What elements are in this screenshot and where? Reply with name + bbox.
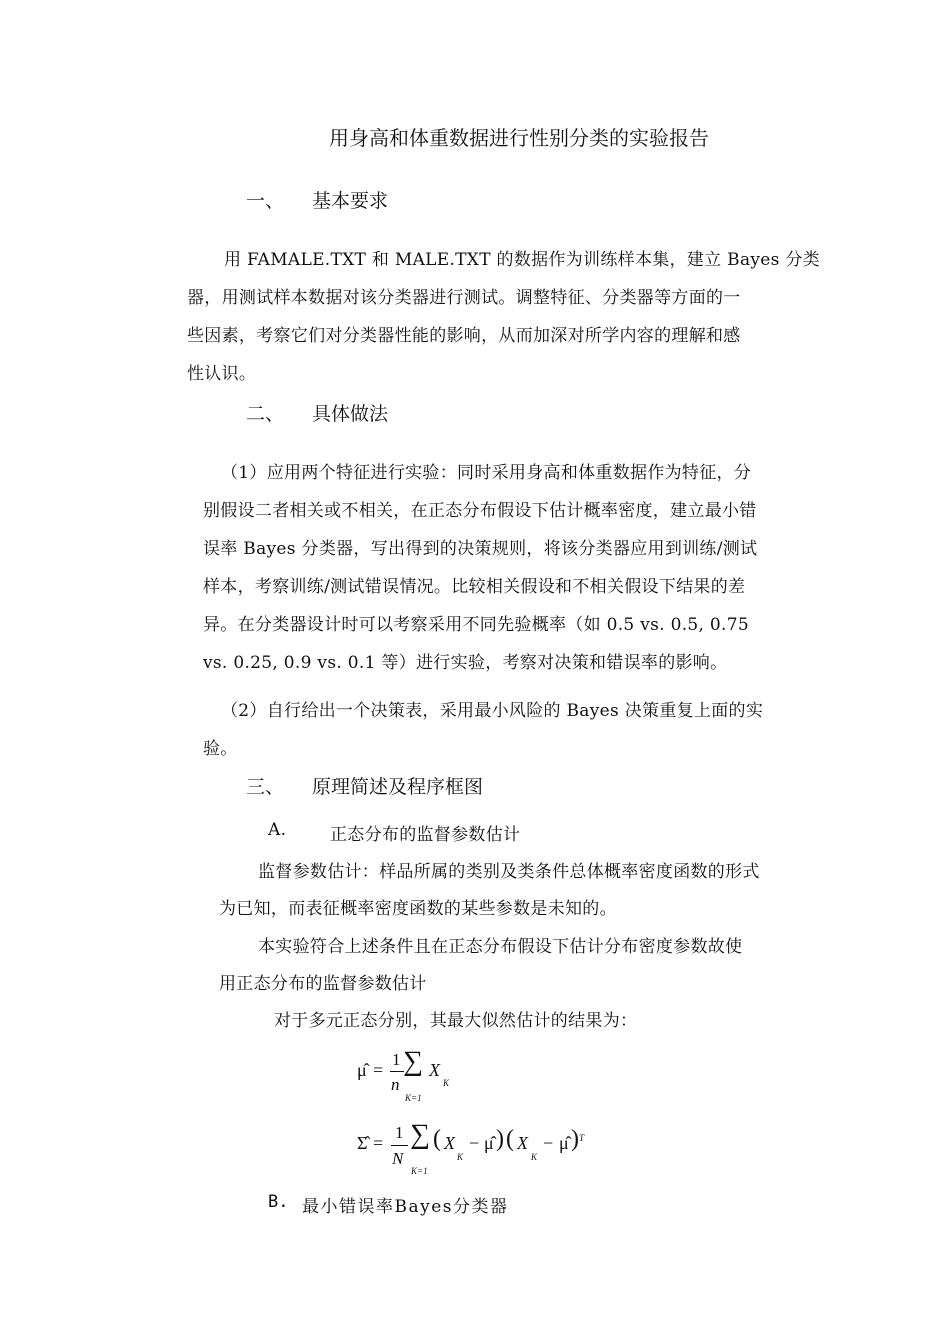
f2-x-2: X: [517, 1133, 528, 1153]
section-1-number: 一、: [246, 190, 285, 212]
f2-k-1: K: [457, 1152, 464, 1162]
f1-lhs: μ̂: [357, 1060, 367, 1080]
s2-item1-line-5: 异。在分类器设计时可以考察采用不同先验概率（如 0.5 vs. 0.5, 0.75: [203, 615, 749, 635]
s2-item2-line-1: （2）自行给出一个决策表，采用最小风险的 Bayes 决策重复上面的实: [221, 701, 764, 721]
f1-sum: ∑: [403, 1046, 423, 1077]
section-2-title: 具体做法: [312, 403, 389, 425]
s1-line-1: 用 FAMALE.TXT 和 MALE.TXT 的数据作为训练样本集，建立 Bayes 分类: [224, 250, 820, 270]
f2-open-paren-1: (: [433, 1126, 441, 1152]
s2-item1-line-6: vs. 0.25, 0.9 vs. 0.1 等）进行实验，考察对决策和错误率的影响。: [203, 653, 728, 673]
f1-fraction-bar: [390, 1071, 404, 1072]
f1-var: X: [429, 1060, 440, 1080]
section-2-number: 二、: [246, 403, 285, 425]
f1-eq: =: [373, 1060, 384, 1080]
s3-a-label: A.: [268, 820, 287, 840]
s2-item1-line-2: 别假设二者相关或不相关，在正态分布假设下估计概率密度，建立最小错: [203, 501, 757, 521]
f2-k-2: K: [531, 1152, 538, 1162]
s3-p2-line-1: 本实验符合上述条件且在正态分布假设下估计分布密度参数故使: [258, 937, 743, 957]
section-1-title: 基本要求: [312, 190, 389, 212]
s2-item1-line-4: 样本，考察训练/测试错误情况。比较相关假设和不相关假设下结果的差: [203, 577, 746, 597]
s2-item2-line-2: 验。: [203, 739, 238, 759]
f2-sum-index: K=1: [411, 1166, 428, 1176]
s3-p3: 对于多元正态分别，其最大似然估计的结果为：: [274, 1011, 638, 1031]
s1-line-3: 些因素，考察它们对分类器性能的影响，从而加深对所学内容的理解和感: [187, 326, 741, 346]
f2-transpose: T: [579, 1133, 585, 1143]
f2-mu-2: μ̂: [559, 1133, 569, 1153]
f2-x-1: X: [444, 1133, 455, 1153]
f2-minus-1: −: [469, 1133, 480, 1153]
s3-a-title: 正态分布的监督参数估计: [330, 825, 521, 845]
s2-item1-line-3: 误率 Bayes 分类器，写出得到的决策规则，将该分类器应用到训练/测试: [203, 539, 758, 559]
section-3-title: 原理简述及程序框图: [312, 776, 484, 798]
f2-eq: =: [373, 1133, 384, 1153]
f1-var-sub: K: [443, 1078, 450, 1088]
f2-open-paren-2: (: [506, 1126, 514, 1152]
s3-p1-line-2: 为已知，而表征概率密度函数的某些参数是未知的。: [219, 899, 617, 919]
s2-item1-line-1: （1）应用两个特征进行实验：同时采用身高和体重数据作为特征，分: [221, 463, 752, 483]
report-title: 用身高和体重数据进行性别分类的实验报告: [329, 126, 709, 150]
s1-line-2: 器，用测试样本数据对该分类器进行测试。调整特征、分类器等方面的一: [187, 288, 741, 308]
f2-numerator: 1: [395, 1123, 404, 1142]
f2-close-paren-2: ): [571, 1126, 579, 1152]
section-3-number: 三、: [246, 776, 285, 798]
f1-sum-index: K=1: [405, 1093, 422, 1103]
f2-fraction-bar: [391, 1145, 408, 1146]
f2-mu-1: μ̂: [484, 1133, 494, 1153]
s3-p1-line-1: 监督参数估计：样品所属的类别及类条件总体概率密度函数的形式: [258, 862, 760, 882]
s1-line-4: 性认识。: [187, 364, 257, 384]
s3-p2-line-2: 用正态分布的监督参数估计: [219, 974, 427, 994]
f1-denominator: n: [391, 1075, 400, 1094]
f2-minus-2: −: [543, 1133, 554, 1153]
f1-numerator: 1: [392, 1050, 401, 1069]
f2-lhs: Σ̂: [357, 1133, 368, 1153]
f2-denominator: N: [392, 1149, 404, 1168]
f2-sum: ∑: [410, 1119, 430, 1150]
s3-b-title: 最小错误率Bayes分类器: [302, 1197, 509, 1217]
s3-b-label: B.: [268, 1192, 289, 1212]
f2-close-paren-1: ): [496, 1126, 504, 1152]
